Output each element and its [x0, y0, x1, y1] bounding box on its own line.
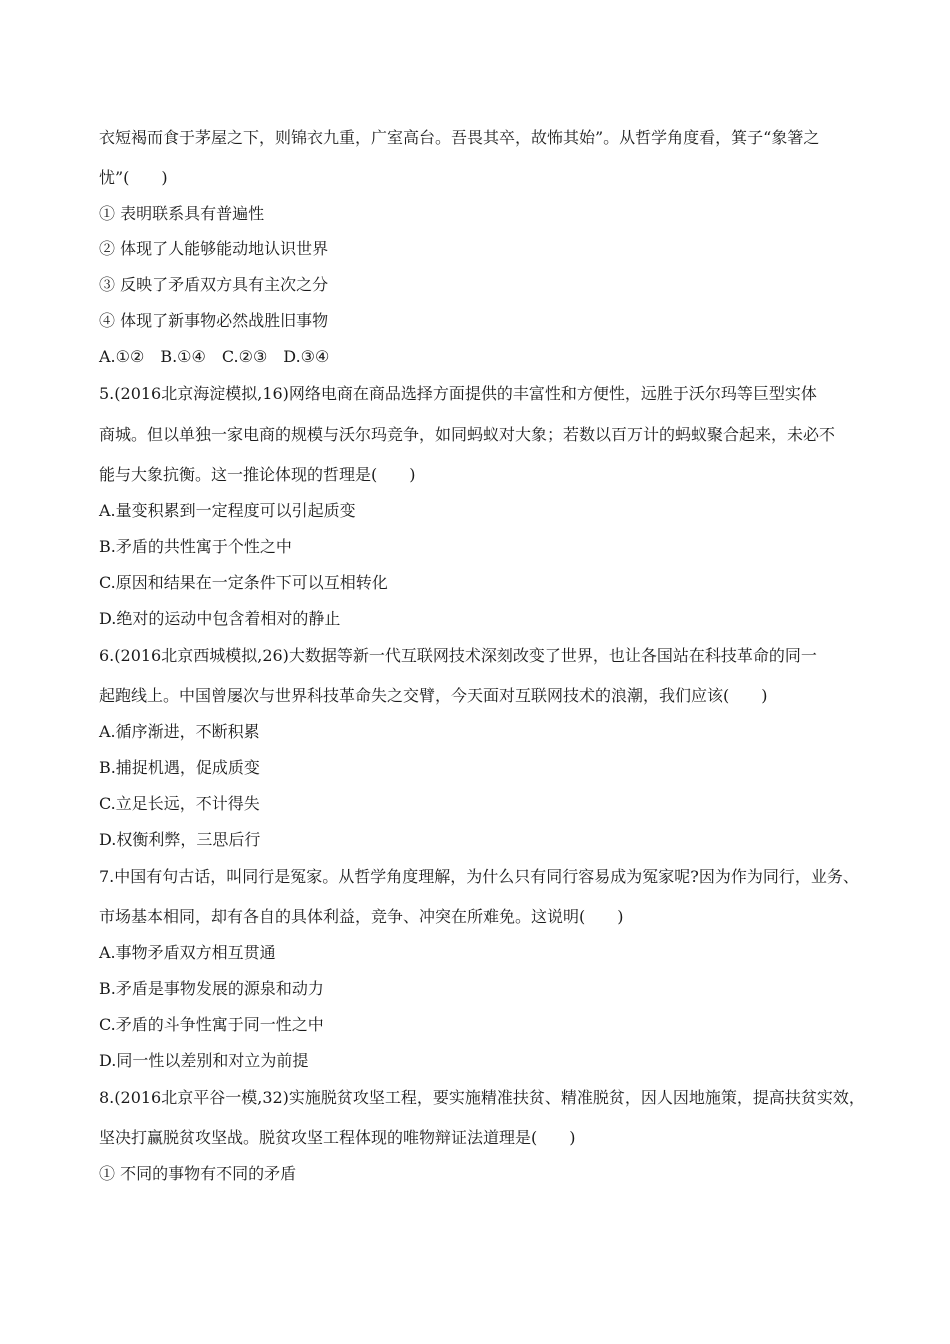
question-5-option-c: C.原因和结果在一定条件下可以互相转化 — [99, 573, 388, 592]
question-8-statement-1: ① 不同的事物有不同的矛盾 — [99, 1164, 297, 1183]
question-5-option-d: D.绝对的运动中包含着相对的静止 — [99, 609, 341, 628]
question-7-stem-line-1: 7.中国有句古话，叫同行是冤家。从哲学角度理解，为什么只有同行容易成为冤家呢?因为作为同行，业务、 — [99, 867, 859, 886]
question-6-option-a: A.循序渐进，不断积累 — [99, 722, 260, 741]
question-4-options: A.①② B.①④ C.②③ D.③④ — [99, 347, 330, 366]
question-4-statement-3: ③ 反映了矛盾双方具有主次之分 — [99, 275, 329, 294]
question-6-option-b: B.捕捉机遇，促成质变 — [99, 758, 260, 777]
question-4-statement-2: ② 体现了人能够能动地认识世界 — [99, 239, 329, 258]
question-4-statement-4: ④ 体现了新事物必然战胜旧事物 — [99, 311, 329, 330]
question-4-stem-line-1: 衣短褐而食于茅屋之下，则锦衣九重，广室高台。吾畏其卒，故怖其始”。从哲学角度看，箕子“象箸之 — [99, 128, 820, 147]
question-5-stem-line-2: 商城。但以单独一家电商的规模与沃尔玛竞争，如同蚂蚁对大象；若数以百万计的蚂蚁聚合起来，未必不 — [99, 425, 836, 444]
question-7-option-a: A.事物矛盾双方相互贯通 — [99, 943, 276, 962]
question-7-stem-line-2: 市场基本相同，却有各自的具体利益，竞争、冲突在所难免。这说明( ) — [99, 907, 624, 926]
question-6-option-d: D.权衡利弊，三思后行 — [99, 830, 261, 849]
question-6-stem-line-2: 起跑线上。中国曾屡次与世界科技革命失之交臂，今天面对互联网技术的浪潮，我们应该( ) — [99, 686, 768, 705]
question-7-option-b: B.矛盾是事物发展的源泉和动力 — [99, 979, 324, 998]
question-7-option-d: D.同一性以差别和对立为前提 — [99, 1051, 309, 1070]
question-5-stem-line-1: 5.(2016北京海淀模拟,16)网络电商在商品选择方面提供的丰富性和方便性，远胜于沃尔玛等巨型实体 — [99, 384, 817, 403]
question-5-stem-line-3: 能与大象抗衡。这一推论体现的哲理是( ) — [99, 465, 416, 484]
question-4-stem-line-2: 忧”( ) — [99, 168, 168, 187]
question-4-statement-1: ① 表明联系具有普遍性 — [99, 204, 265, 223]
question-8-stem-line-1: 8.(2016北京平谷一模,32)实施脱贫攻坚工程，要实施精准扶贫、精准脱贫，因人因地施策，提高扶贫实效， — [99, 1088, 865, 1107]
question-6-stem-line-1: 6.(2016北京西城模拟,26)大数据等新一代互联网技术深刻改变了世界，也让各国站在科技革命的同一 — [99, 646, 817, 665]
question-5-option-b: B.矛盾的共性寓于个性之中 — [99, 537, 292, 556]
question-8-stem-line-2: 坚决打赢脱贫攻坚战。脱贫攻坚工程体现的唯物辩证法道理是( ) — [99, 1128, 576, 1147]
question-6-option-c: C.立足长远，不计得失 — [99, 794, 260, 813]
question-7-option-c: C.矛盾的斗争性寓于同一性之中 — [99, 1015, 324, 1034]
question-5-option-a: A.量变积累到一定程度可以引起质变 — [99, 501, 356, 520]
